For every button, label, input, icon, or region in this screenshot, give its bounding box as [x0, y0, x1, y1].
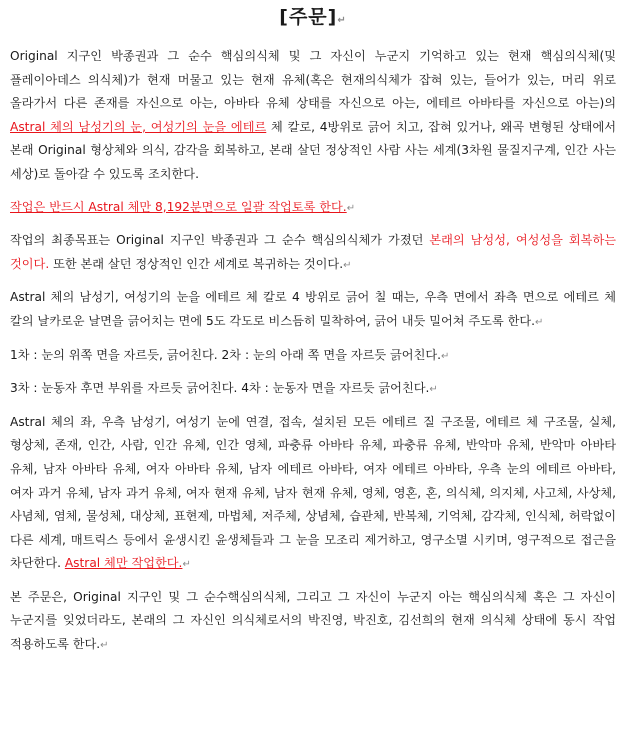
p4-text: Astral 체의 남성기, 여성기의 눈을 에테르 체 칼로 4 방위로 긁어 칠 때는, 우측 면에서 좌측 면으로 에테르 체 칼의 날카로운 날면을 긁어치는 면에 5도 각도로 비스듬히 밀착하여, 긁어 내듯 밀어쳐 주도록 한다. [10, 290, 616, 328]
paragraph-4 [10, 286, 616, 334]
document-page [0, 4, 628, 658]
p1-text-c: 체 칼로, 4방위로 긁어 치고, 잡혀 있거나, 왜곡 변형된 상태에서 본래 Original 형상체와 의식, 감각을 회복하고, 본래 살던 정상적인 사람 사는 세계(3차원 물질지구계, 인간 사는 세상)로 돌아갈 수 있도록 조치한다. [10, 119, 616, 181]
paragraph-1 [10, 45, 616, 187]
paragraph-mark-icon: ↵ [337, 15, 347, 26]
title-text: [주문] [279, 6, 338, 28]
paragraph-2 [10, 196, 616, 221]
paragraph-mark-icon: ↵ [535, 316, 544, 328]
document-title [10, 4, 616, 34]
paragraph-mark-icon: ↵ [182, 559, 191, 571]
paragraph-8 [10, 586, 616, 658]
p8-text: 본 주문은, Original 지구인 및 그 순수핵심의식체, 그리고 그 자신이 누군지 아는 핵심의식체 혹은 그 자신이 누군지를 잊었더라도, 본래의 그 자신인 의식체로서의 박진영, 박진호, 김선희의 현재 의식체 상태에 동시 작업 적용하도록 한다. [10, 589, 616, 652]
p5-text: 1차 : 눈의 위쪽 면을 자르듯, 긁어친다. 2차 : 눈의 아래 쪽 면을 자르듯 긁어친다. [10, 347, 441, 362]
paragraph-3 [10, 229, 616, 277]
p3-highlight: 본래의 남성성, 여성성을 회복하는 것이다. [10, 233, 616, 271]
p3-text-c: 또한 본래 살던 정상적인 인간 세계로 복귀하는 것이다. [49, 256, 344, 271]
p3-text-a: 작업의 최종목표는 Original 지구인 박종권과 그 순수 핵심의식체가 가졌던 [10, 233, 430, 248]
p2-highlight: 작업은 반드시 Astral 체만 8,192분면으로 일괄 작업토록 한다. [10, 199, 347, 214]
p7-highlight: Astral 체만 작업한다. [64, 556, 183, 571]
paragraph-mark-icon: ↵ [100, 640, 109, 652]
paragraph-6 [10, 377, 616, 402]
p6-text: 3차 : 눈동자 후면 부위를 자르듯 긁어친다. 4차 : 눈동자 면을 자르듯 긁어친다. [10, 381, 430, 396]
paragraph-5 [10, 344, 616, 369]
p1-text-a: Original 지구인 박종권과 그 순수 핵심의식체 및 그 자신이 누군지 기억하고 있는 현재 핵심의식체(및 플레이아데스 의식체)가 현재 머물고 있는 현재 유체(혹은 현재의식체가 잡혀 있는, 들어가 있는, 머리 위로 올라가서 다른 존재를 자신으로 아는, 아바타 유체 상태를 자신으로 아는, 에테르 아바타를 자신으로 아는)의 [10, 49, 616, 111]
p1-highlight: Astral 체의 남성기의 눈, 여성기의 눈을 에테르 [10, 119, 267, 134]
paragraph-mark-icon: ↵ [343, 259, 352, 271]
paragraph-7 [10, 411, 616, 577]
paragraph-mark-icon: ↵ [441, 350, 450, 362]
paragraph-mark-icon: ↵ [429, 384, 438, 396]
paragraph-mark-icon: ↵ [346, 202, 356, 214]
p7-text-a: Astral 체의 좌, 우측 남성기, 여성기 눈에 연결, 접속, 설치된 모든 에테르 질 구조물, 에테르 체 구조물, 실체, 형상체, 존재, 인간, 사람, 인간 유체, 인간 영체, 파충류 아바타 유체, 파충류 유체, 반악마 유체, 반악마 아바타 유체, 남자 아바타 유체, 여자 아바타 유체, 남자 에테르 아바타, 여자 에테르 아바타, 우측 눈의 에테르 아바타, 여자 과거 유체, 남자 과거 유체, 여자 현재 유체, 남자 현재 유체, 영체, 영혼, 혼, 의식체, 의지체, 사고체, 사상체, 사념체, 염체, 물성체, 대상체, 표현제, 마법체, 저주체, 상념체, 습관체, 반복체, 기억체, 감각체, 인식체, 허락없이 다른 세계, 매트릭스 등에서 윤생시킨 윤생체들과 그 눈을 모조리 제거하고, 영구소멸 시키며, 영구적으로 접근을 차단한다. [10, 414, 616, 571]
